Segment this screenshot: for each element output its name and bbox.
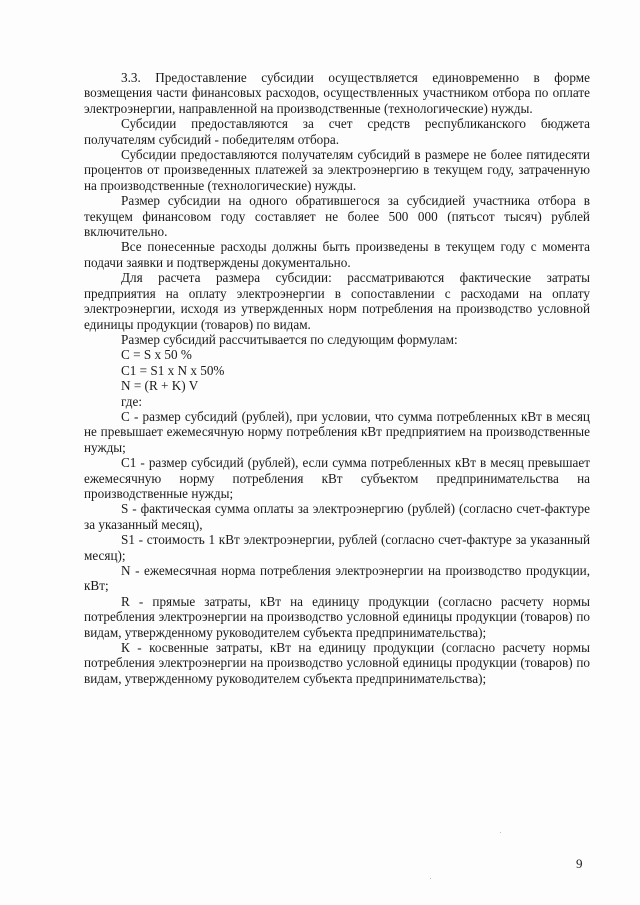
definition-r: R - прямые затраты, кВт на единицу продукции (согласно расчету нормы потребления электроэнергии на производство условной единицы продукции (товаров) по видам, утвержденному руководителем субъекта предпринимательства); bbox=[84, 593, 590, 640]
paragraph-subsidy-limit: Размер субсидии на одного обратившегося за субсидией участника отбора в текущем финансовом году составляет не более 500 000 (пятьсот тысяч) рублей включительно. bbox=[84, 193, 590, 240]
formula-n: N = (R + K) V bbox=[121, 378, 199, 394]
definition-s: S - фактическая сумма оплаты за электроэнергию (рублей) (согласно счет-фактуре за указанный месяц), bbox=[84, 501, 590, 532]
definition-k: К - косвенные затраты, кВт на единицу продукции (согласно расчету нормы потребления электроэнергии на производство условной единицы продукции (товаров) по видам, утвержденному руководителем субъекта предпринимательства); bbox=[84, 640, 590, 686]
definition-s1: S1 - стоимость 1 кВт электроэнергии, рублей (согласно счет-фактуре за указанный месяц); bbox=[84, 532, 590, 563]
paragraph-budget-source: Субсидии предоставляются за счет средств республиканского бюджета получателям субсидий - победителям отбора. bbox=[84, 116, 590, 147]
document-body bbox=[84, 70, 590, 686]
paragraph-expenses: Все понесенные расходы должны быть произведены в текущем году с момента подачи заявки и подтверждены документально. bbox=[84, 239, 590, 270]
scan-speck bbox=[500, 832, 501, 833]
formula-c: С = S x 50 % bbox=[121, 347, 192, 363]
definition-c1: С1 - размер субсидий (рублей), если сумма потребленных кВт в месяц превышает ежемесячную норму потребления кВт субъектом предпринимательства на производственные нужды; bbox=[84, 455, 590, 501]
definition-n: N - ежемесячная норма потребления электроэнергии на производство продукции, кВт; bbox=[84, 563, 590, 594]
formula-intro: Размер субсидий рассчитывается по следующим формулам: bbox=[121, 331, 458, 347]
scan-speck bbox=[430, 878, 431, 879]
paragraph-subsidy-share: Субсидии предоставляются получателям субсидий в размере не более пятидесяти процентов от произведенных платежей за электроэнергию в текущем году, затраченную на производственные (технологические) нужды. bbox=[84, 147, 590, 193]
paragraph-3-3: 3.3. Предоставление субсидии осуществляется единовременно в форме возмещения части финансовых расходов, осуществленных участником отбора по оплате электроэнергии, направленной на производственные (технологические) нужды. bbox=[84, 70, 590, 116]
formula-c1: С1 = S1 x N x 50% bbox=[121, 362, 225, 378]
page-number: 9 bbox=[576, 856, 583, 871]
paragraph-calculation-basis: Для расчета размера субсидии: рассматриваются фактические затраты предприятия на оплату электроэнергии в сопоставлении с расходами на оплату электроэнергии, исходя из утвержденных норм потребления на производство условной единицы продукции (товаров) по видам. bbox=[84, 270, 590, 332]
formula-where: где: bbox=[121, 393, 142, 409]
definition-c: С - размер субсидий (рублей), при условии, что сумма потребленных кВт в месяц не превышает ежемесячную норму потребления кВт предприятием на производственные нужды; bbox=[84, 408, 590, 455]
